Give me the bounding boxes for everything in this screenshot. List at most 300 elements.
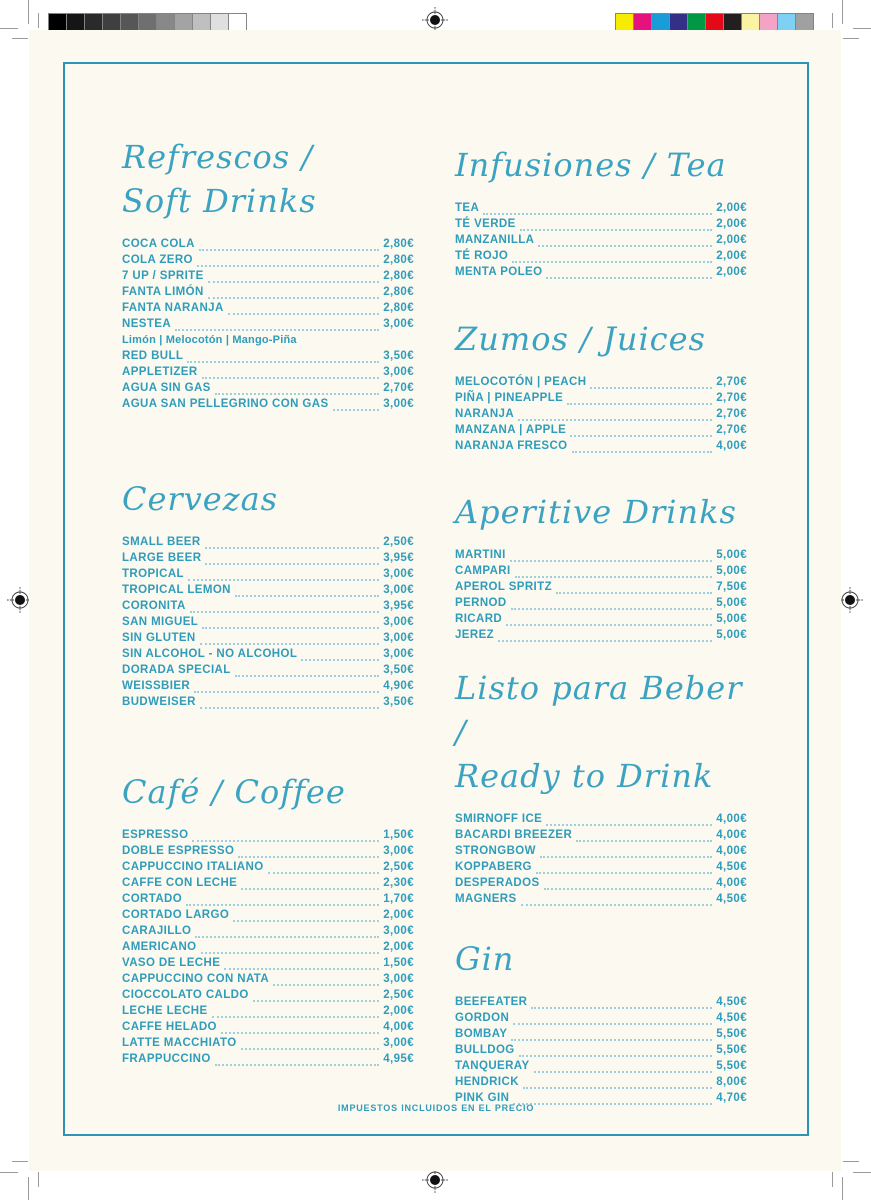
- item-name: LATTE MACCHIATO: [122, 1037, 237, 1049]
- item-price: 2,50€: [383, 989, 414, 1001]
- dotted-leader: [556, 592, 712, 594]
- menu-item-row: [122, 286, 414, 302]
- item-name: SMIRNOFF ICE: [455, 813, 543, 825]
- menu-item-row: [122, 302, 414, 318]
- item-name: GORDON: [455, 1012, 510, 1024]
- dotted-leader: [186, 904, 379, 906]
- crop-mark: [832, 13, 833, 28]
- section-item-list: [455, 549, 747, 645]
- item-price: 7,50€: [716, 581, 747, 593]
- item-price: 1,70€: [383, 893, 414, 905]
- item-name: APPLETIZER: [122, 366, 198, 378]
- item-price: 2,80€: [383, 286, 414, 298]
- menu-item-row: [122, 238, 414, 254]
- item-name: MANZANILLA: [455, 234, 535, 246]
- item-price: 2,50€: [383, 861, 414, 873]
- item-name: WEISSBIER: [122, 680, 191, 692]
- dotted-leader: [301, 659, 379, 661]
- menu-item-row: [455, 234, 747, 250]
- item-name: TÉ ROJO: [455, 250, 509, 262]
- item-name: ESPRESSO: [122, 829, 189, 841]
- dotted-leader: [536, 872, 712, 874]
- crop-mark: [853, 1172, 871, 1173]
- item-name: CAFFE HELADO: [122, 1021, 217, 1033]
- dotted-leader: [221, 1032, 379, 1034]
- item-price: 2,00€: [383, 1005, 414, 1017]
- section-title-line: Refrescos /: [122, 138, 314, 176]
- item-price: 4,95€: [383, 1053, 414, 1065]
- section-title: [122, 770, 414, 814]
- menu-item-row: [122, 616, 414, 632]
- item-price: 2,80€: [383, 302, 414, 314]
- item-name: MANZANA | APPLE: [455, 424, 567, 436]
- menu-item-row: [122, 893, 414, 909]
- item-name: STRONGBOW: [455, 845, 536, 857]
- item-name: NARANJA FRESCO: [455, 440, 568, 452]
- item-price: 2,00€: [383, 909, 414, 921]
- dotted-leader: [540, 856, 712, 858]
- item-price: 3,00€: [383, 584, 414, 596]
- item-name: AGUA SIN GAS: [122, 382, 211, 394]
- item-price: 3,95€: [383, 552, 414, 564]
- dotted-leader: [200, 707, 379, 709]
- menu-item-row: [122, 909, 414, 925]
- tax-included-note: IMPUESTOS INCLUIDOS EN EL PRECIO: [337, 1103, 535, 1113]
- dotted-leader: [201, 952, 380, 954]
- item-name: JEREZ: [455, 629, 495, 641]
- item-price: 3,95€: [383, 600, 414, 612]
- item-price: 2,00€: [383, 941, 414, 953]
- section-title-line: Soft Drinks: [122, 182, 317, 220]
- dotted-leader: [520, 229, 713, 231]
- item-name: BACARDI BREEZER: [455, 829, 573, 841]
- item-name: PERNOD: [455, 597, 507, 609]
- item-price: 3,00€: [383, 366, 414, 378]
- menu-item-row: [122, 1021, 414, 1037]
- menu-section: [122, 770, 414, 1069]
- item-price: 2,00€: [716, 266, 747, 278]
- menu-item-row: [455, 266, 747, 282]
- menu-item-row: [122, 664, 414, 680]
- dotted-leader: [570, 435, 712, 437]
- menu-item-row: [455, 845, 747, 861]
- dotted-leader: [205, 547, 380, 549]
- item-price: 2,50€: [383, 536, 414, 548]
- dotted-leader: [208, 297, 380, 299]
- menu-item-row: [122, 536, 414, 552]
- section-title-line: Gin: [455, 940, 515, 978]
- item-price: 4,50€: [716, 893, 747, 905]
- item-name: PIÑA | PINEAPPLE: [455, 392, 564, 404]
- item-name: RICARD: [455, 613, 503, 625]
- section-title-line: Zumos / Juices: [455, 320, 706, 358]
- menu-section: [455, 937, 747, 1108]
- item-price: 3,00€: [383, 973, 414, 985]
- item-name: LARGE BEER: [122, 552, 202, 564]
- dotted-leader: [192, 840, 379, 842]
- item-name: CORONITA: [122, 600, 186, 612]
- item-name: CAPPUCCINO CON NATA: [122, 973, 270, 985]
- dotted-leader: [253, 1000, 380, 1002]
- menu-item-row: [122, 600, 414, 616]
- menu-item-row: [122, 350, 414, 366]
- menu-item-row: [455, 581, 747, 597]
- menu-item-row: [122, 632, 414, 648]
- crop-mark: [12, 38, 28, 39]
- crop-mark: [842, 1177, 843, 1200]
- item-price: 3,00€: [383, 616, 414, 628]
- item-name: PINK GIN: [455, 1092, 510, 1104]
- menu-item-row: [455, 829, 747, 845]
- crop-mark: [28, 0, 29, 24]
- menu-item-row: [455, 202, 747, 218]
- item-price: 4,70€: [716, 1092, 747, 1104]
- menu-item-row: [122, 318, 414, 334]
- section-title-line: Café / Coffee: [122, 773, 346, 811]
- item-name: BOMBAY: [455, 1028, 508, 1040]
- dotted-leader: [511, 608, 713, 610]
- menu-item-note: Limón | Melocotón | Mango-Piña: [122, 334, 297, 346]
- item-name: BUDWEISER: [122, 696, 196, 708]
- crop-mark: [843, 38, 859, 39]
- item-name: DESPERADOS: [455, 877, 540, 889]
- menu-item-row: [455, 392, 747, 408]
- dotted-leader: [534, 1071, 713, 1073]
- menu-item-row: [455, 861, 747, 877]
- menu-column-right: [455, 30, 747, 1108]
- crop-mark: [853, 28, 871, 29]
- item-name: BULLDOG: [455, 1044, 515, 1056]
- menu-item-row: [122, 398, 414, 414]
- menu-item-row: [455, 1076, 747, 1092]
- menu-item-row: [455, 218, 747, 234]
- dotted-leader: [333, 409, 380, 411]
- dotted-leader: [233, 920, 379, 922]
- section-item-list: [122, 238, 414, 414]
- menu-section: [455, 143, 747, 282]
- menu-item-row: [122, 680, 414, 696]
- crop-mark: [38, 13, 39, 28]
- section-item-list: [455, 202, 747, 282]
- section-title-line: Listo para Beber /: [455, 669, 743, 751]
- section-item-list: [122, 829, 414, 1069]
- item-price: 3,50€: [383, 696, 414, 708]
- menu-item-row: [455, 424, 747, 440]
- menu-item-row: [455, 549, 747, 565]
- item-name: CORTADO: [122, 893, 183, 905]
- item-price: 3,00€: [383, 1037, 414, 1049]
- item-name: COLA ZERO: [122, 254, 193, 266]
- section-item-list: [122, 536, 414, 712]
- menu-item-row: [455, 893, 747, 909]
- dotted-leader: [515, 576, 713, 578]
- item-price: 3,50€: [383, 664, 414, 676]
- menu-item-row: [455, 877, 747, 893]
- item-name: SAN MIGUEL: [122, 616, 199, 628]
- item-price: 4,00€: [716, 813, 747, 825]
- dotted-leader: [512, 261, 712, 263]
- item-name: TÉ VERDE: [455, 218, 516, 230]
- menu-section: [455, 490, 747, 645]
- menu-item-row: [122, 568, 414, 584]
- dotted-leader: [483, 213, 712, 215]
- item-name: CORTADO LARGO: [122, 909, 230, 921]
- item-price: 3,00€: [383, 568, 414, 580]
- item-name: MAGNERS: [455, 893, 517, 905]
- menu-item-row: [122, 925, 414, 941]
- item-name: 7 UP / SPRITE: [122, 270, 204, 282]
- item-name: SMALL BEER: [122, 536, 201, 548]
- item-name: MELOCOTÓN | PEACH: [455, 376, 587, 388]
- dotted-leader: [235, 675, 380, 677]
- item-name: CAFFE CON LECHE: [122, 877, 238, 889]
- dotted-leader: [513, 1023, 712, 1025]
- dotted-leader: [197, 265, 379, 267]
- crop-mark: [832, 1172, 833, 1187]
- dotted-leader: [224, 968, 379, 970]
- item-price: 5,00€: [716, 565, 747, 577]
- menu-item-row: [122, 366, 414, 382]
- dotted-leader: [546, 824, 712, 826]
- dotted-leader: [200, 643, 380, 645]
- item-name: VASO DE LECHE: [122, 957, 221, 969]
- menu-item-row: [122, 1053, 414, 1069]
- menu-item-row: [122, 270, 414, 286]
- menu-section: [455, 317, 747, 456]
- item-price: 3,00€: [383, 632, 414, 644]
- item-price: 2,70€: [716, 408, 747, 420]
- dotted-leader: [519, 1055, 713, 1057]
- menu-item-row: [122, 648, 414, 664]
- dotted-leader: [523, 1087, 712, 1089]
- menu-item-row: [455, 565, 747, 581]
- menu-item-row: [455, 1028, 747, 1044]
- item-price: 4,00€: [383, 1021, 414, 1033]
- menu-item-row: [455, 376, 747, 392]
- item-price: 3,50€: [383, 350, 414, 362]
- dotted-leader: [268, 872, 380, 874]
- menu-item-row: [122, 973, 414, 989]
- item-name: NARANJA: [455, 408, 515, 420]
- item-name: APEROL SPRITZ: [455, 581, 552, 593]
- menu-item-row: [455, 1012, 747, 1028]
- crop-mark: [38, 1172, 39, 1187]
- item-price: 2,70€: [716, 424, 747, 436]
- menu-item-row: [455, 597, 747, 613]
- item-name: TROPICAL LEMON: [122, 584, 231, 596]
- item-price: 3,00€: [383, 845, 414, 857]
- crop-mark: [843, 1161, 859, 1162]
- menu-item-row: [455, 1044, 747, 1060]
- menu-item-row: [122, 584, 414, 600]
- menu-item-row: [455, 813, 747, 829]
- item-price: 1,50€: [383, 957, 414, 969]
- dotted-leader: [202, 627, 379, 629]
- item-name: DORADA SPECIAL: [122, 664, 231, 676]
- section-title: [122, 477, 414, 521]
- menu-item-row: [455, 408, 747, 424]
- menu-item-row: [455, 250, 747, 266]
- dotted-leader: [273, 984, 379, 986]
- dotted-leader: [576, 840, 712, 842]
- item-name: NESTEA: [122, 318, 172, 330]
- dotted-leader: [194, 691, 379, 693]
- item-name: CARAJILLO: [122, 925, 192, 937]
- crop-mark: [842, 0, 843, 24]
- menu-item-row: [455, 996, 747, 1012]
- item-price: 5,00€: [716, 549, 747, 561]
- item-price: 2,80€: [383, 254, 414, 266]
- section-title-line: Ready to Drink: [455, 757, 714, 795]
- menu-item-row: [122, 957, 414, 973]
- dotted-leader: [215, 393, 380, 395]
- item-name: AMERICANO: [122, 941, 197, 953]
- dotted-leader: [212, 1016, 380, 1018]
- dotted-leader: [498, 640, 712, 642]
- dotted-leader: [199, 249, 379, 251]
- item-name: TANQUERAY: [455, 1060, 530, 1072]
- dotted-leader: [511, 1039, 712, 1041]
- item-price: 3,00€: [383, 398, 414, 410]
- section-title-line: Cervezas: [122, 480, 279, 518]
- item-price: 2,00€: [716, 234, 747, 246]
- menu-section: [455, 666, 747, 909]
- section-title-line: Aperitive Drinks: [455, 493, 737, 531]
- item-price: 2,00€: [716, 218, 747, 230]
- item-name: SIN GLUTEN: [122, 632, 196, 644]
- item-price: 4,50€: [716, 861, 747, 873]
- item-price: 4,50€: [716, 996, 747, 1008]
- item-name: LECHE LECHE: [122, 1005, 208, 1017]
- item-name: CAMPARI: [455, 565, 511, 577]
- item-name: FANTA LIMÓN: [122, 286, 204, 298]
- item-price: 5,50€: [716, 1044, 747, 1056]
- item-name: KOPPABERG: [455, 861, 532, 873]
- item-name: CAPPUCCINO ITALIANO: [122, 861, 264, 873]
- dotted-leader: [510, 560, 713, 562]
- menu-column-left: [122, 30, 414, 1069]
- item-price: 2,30€: [383, 877, 414, 889]
- item-name: TROPICAL: [122, 568, 184, 580]
- dotted-leader: [544, 888, 713, 890]
- section-item-list: [455, 376, 747, 456]
- dotted-leader: [546, 277, 712, 279]
- item-name: AGUA SAN PELLEGRINO CON GAS: [122, 398, 329, 410]
- menu-item-row: [122, 1005, 414, 1021]
- section-title: [122, 135, 414, 223]
- item-name: MENTA POLEO: [455, 266, 543, 278]
- section-title: [455, 666, 747, 798]
- dotted-leader: [241, 888, 379, 890]
- dotted-leader: [195, 936, 379, 938]
- dotted-leader: [228, 313, 380, 315]
- item-price: 5,50€: [716, 1060, 747, 1072]
- section-title: [455, 937, 747, 981]
- menu-item-row: [455, 440, 747, 456]
- menu-item-row: [122, 877, 414, 893]
- item-price: 5,00€: [716, 613, 747, 625]
- item-price: 2,70€: [716, 392, 747, 404]
- item-price: 2,80€: [383, 270, 414, 282]
- item-price: 2,70€: [383, 382, 414, 394]
- menu-item-row: [455, 629, 747, 645]
- item-price: 2,00€: [716, 202, 747, 214]
- item-name: FANTA NARANJA: [122, 302, 224, 314]
- menu-item-row: [122, 382, 414, 398]
- item-name: TEA: [455, 202, 480, 214]
- item-name: RED BULL: [122, 350, 184, 362]
- dotted-leader: [175, 329, 379, 331]
- item-name: COCA COLA: [122, 238, 195, 250]
- dotted-leader: [590, 387, 712, 389]
- dotted-leader: [208, 281, 380, 283]
- dotted-leader: [506, 624, 712, 626]
- menu-item-row: [122, 552, 414, 568]
- item-price: 8,00€: [716, 1076, 747, 1088]
- section-item-list: [455, 996, 747, 1108]
- menu-item-row: [122, 254, 414, 270]
- item-name: SIN ALCOHOL - NO ALCOHOL: [122, 648, 298, 660]
- item-price: 4,00€: [716, 440, 747, 452]
- crop-mark: [12, 1161, 28, 1162]
- item-price: 2,00€: [716, 250, 747, 262]
- dotted-leader: [205, 563, 379, 565]
- item-price: 4,00€: [716, 845, 747, 857]
- dotted-leader: [241, 1048, 380, 1050]
- item-price: 2,70€: [716, 376, 747, 388]
- menu-item-row: [122, 845, 414, 861]
- menu-page: [29, 30, 841, 1171]
- item-price: 4,00€: [716, 877, 747, 889]
- item-price: 5,50€: [716, 1028, 747, 1040]
- item-price: 3,00€: [383, 318, 414, 330]
- item-price: 3,00€: [383, 925, 414, 937]
- menu-item-row: [122, 861, 414, 877]
- section-title-line: Infusiones / Tea: [455, 146, 727, 184]
- item-name: CIOCCOLATO CALDO: [122, 989, 249, 1001]
- item-price: 2,80€: [383, 238, 414, 250]
- menu-item-row: [122, 829, 414, 845]
- dotted-leader: [572, 451, 713, 453]
- menu-item-row: [122, 941, 414, 957]
- dotted-leader: [518, 419, 712, 421]
- item-name: BEEFEATER: [455, 996, 528, 1008]
- item-name: DOBLE ESPRESSO: [122, 845, 235, 857]
- menu-item-row: [455, 613, 747, 629]
- item-price: 3,00€: [383, 648, 414, 660]
- dotted-leader: [521, 904, 713, 906]
- item-name: MARTINI: [455, 549, 506, 561]
- item-price: 1,50€: [383, 829, 414, 841]
- dotted-leader: [187, 361, 379, 363]
- dotted-leader: [531, 1007, 712, 1009]
- section-item-list: [455, 813, 747, 909]
- menu-item-row: [122, 696, 414, 712]
- menu-section: [122, 477, 414, 712]
- item-name: FRAPPUCCINO: [122, 1053, 211, 1065]
- section-title: [455, 317, 747, 361]
- menu-item-row: [122, 1037, 414, 1053]
- menu-section: [122, 135, 414, 414]
- dotted-leader: [188, 579, 379, 581]
- item-price: 4,90€: [383, 680, 414, 692]
- menu-item-row: [455, 1060, 747, 1076]
- dotted-leader: [215, 1064, 379, 1066]
- item-price: 5,00€: [716, 597, 747, 609]
- item-price: 4,00€: [716, 829, 747, 841]
- section-title: [455, 490, 747, 534]
- dotted-leader: [235, 595, 379, 597]
